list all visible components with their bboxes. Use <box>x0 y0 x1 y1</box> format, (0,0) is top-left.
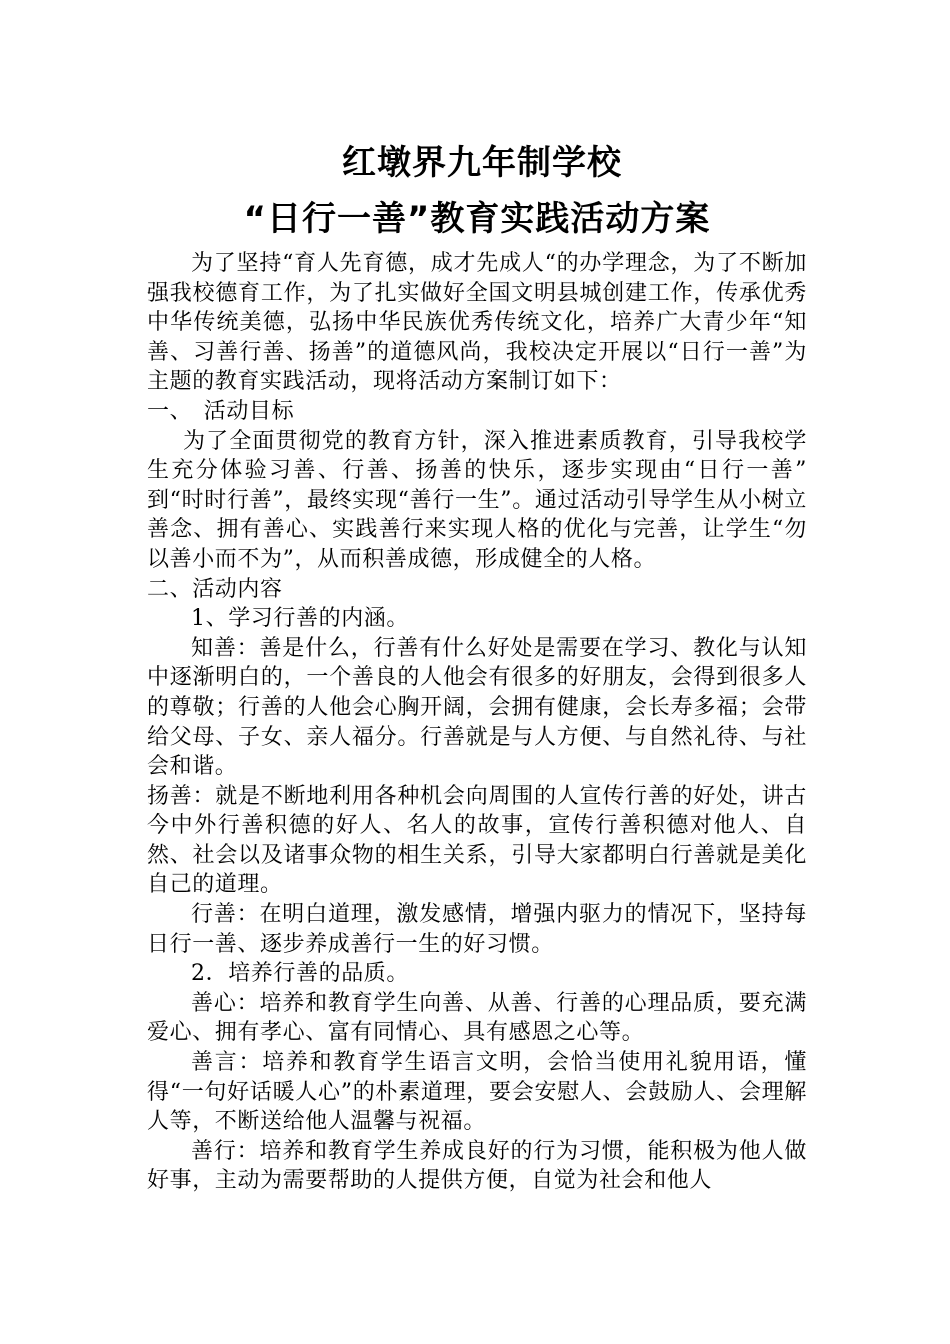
body-paragraph: 扬善：就是不断地利用各种机会向周围的人宣传行善的好处，讲古今中外行善积德的好人、名人的故事，宣传行善积德对他人、自然、社会以及诸事众物的相生关系，引导大家都明白行善就是美化自己的道理。 <box>147 783 807 898</box>
body-paragraph: 知善：善是什么，行善有什么好处是需要在学习、教化与认知中逐渐明白的，一个善良的人他会有很多的好朋友，会得到很多人的尊敬；行善的人他会心胸开阔，会拥有健康，会长寿多福；会带给父母、子女、亲人福分。行善就是与人方便、与自然礼待、与社会和谐。 <box>147 635 807 780</box>
body-paragraph: 一、 活动目标 <box>147 398 295 424</box>
body-paragraph: 为了全面贯彻党的教育方针，深入推进素质教育，引导我校学生充分体验习善、行善、扬善的快乐，逐步实现由“日行一善” 到“时时行善”，最终实现“善行一生”。通过活动引导学生从小树立善念、拥有善心、实践善行来实现人格的优化与完善，让学生“勿以善小而不为”，从而积善成德，形成健全的人格。 <box>147 428 830 572</box>
document-page <box>147 135 830 1196</box>
body-paragraph: 2．培养行善的品质。 <box>191 961 409 987</box>
body-paragraph: 二、活动内容 <box>147 576 283 602</box>
document-body <box>147 249 830 1196</box>
body-paragraph: 善心：培养和教育学生向善、从善、行善的心理品质，要充满爱心、拥有孝心、富有同情心、具有感恩之心等。 <box>147 990 807 1046</box>
body-paragraph: 善言：培养和教育学生语言文明，会恰当使用礼貌用语，懂得“一句好话暖人心”的朴素道理，要会安慰人、会鼓励人、会理解人等，不断送给他人温馨与祝福。 <box>147 1050 807 1135</box>
body-paragraph: 行善：在明白道理，激发感情，增强内驱力的情况下，坚持每日行一善、逐步养成善行一生的好习惯。 <box>147 902 807 957</box>
body-paragraph: 善行：培养和教育学生养成良好的行为习惯，能积极为他人做好事，主动为需要帮助的人提供方便，自觉为社会和他人 <box>147 1138 807 1194</box>
body-paragraph: 为了坚持“育人先育德，成才先成人“的办学理念，为了不断加强我校德育工作，为了扎实做好全国文明县城创建工作，传承优秀中华传统美德，弘扬中华民族优秀传统文化，培养广大青少年“知善、习善行善、扬善”的道德风尚，我校决定开展以“日行一善”为主题的教育实践活动，现将活动方案制订如下： <box>147 251 807 395</box>
document-subtitle: “日行一善”教育实践活动方案 <box>243 199 711 239</box>
body-paragraph: 1、学习行善的内涵。 <box>191 606 409 632</box>
document-title: 红墩界九年制学校 <box>342 143 622 183</box>
